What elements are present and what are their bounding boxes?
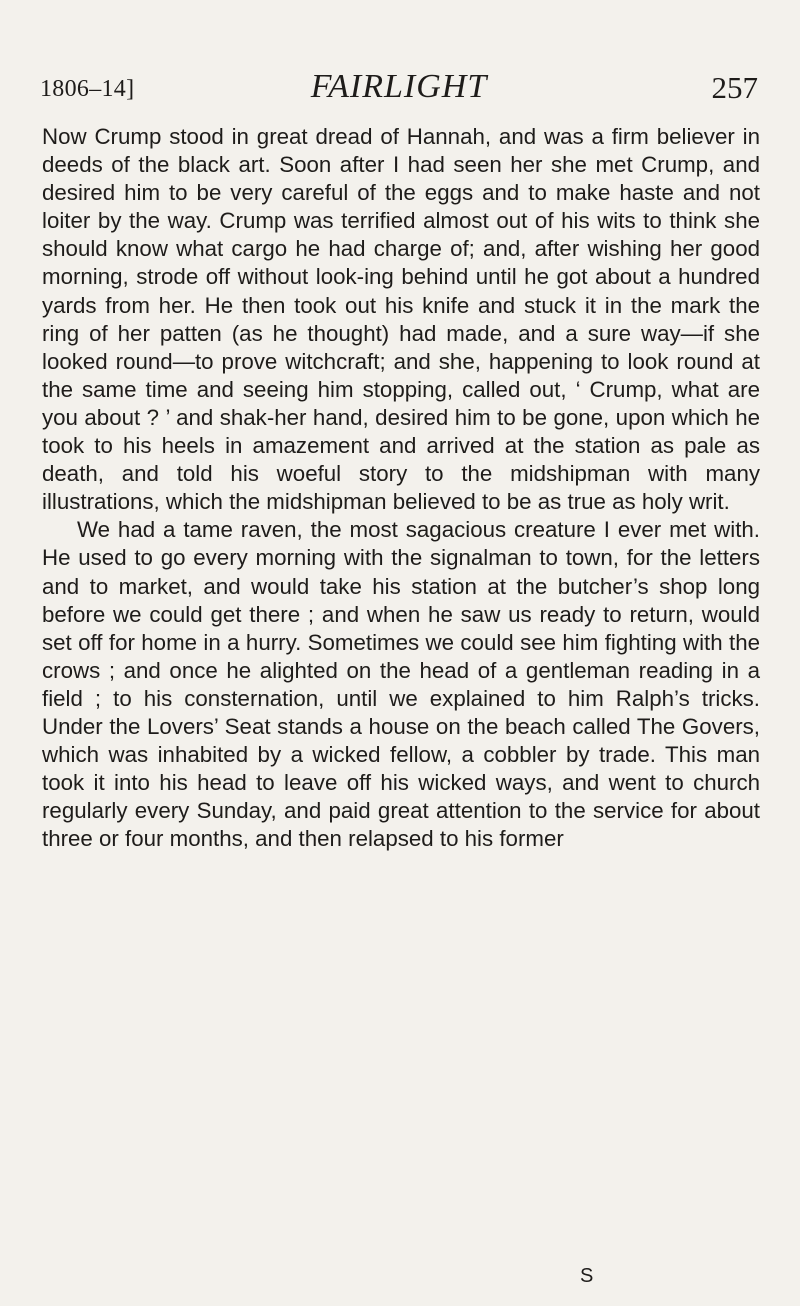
running-head (40, 68, 758, 112)
signature-mark: S (580, 1265, 594, 1287)
paragraph-crump: Now Crump stood in great dread of Hannah, and was a firm believer in deeds of the black art. Soon after I had seen her she met Crump, and desired him to be very careful of the eggs and to make haste and not loiter by the way. Crump was terrified almost out of his wits to think she should know what cargo he had charge of; and, after wishing her good morning, strode off without look-ing behind until he got about a hundred yards from her. He then took out his knife and stuck it in the mark the ring of her patten (as he thought) had made, and a sure way—if she looked round—to prove witchcraft; and she, happening to look round at the same time and seeing him stopping, called out, ‘ Crump, what are you about ? ’ and shak-her hand, desired him to be gone, upon which he took to his heels in amazement and arrived at the station as pale as death, and told his woeful story to the midshipman with many illustrations, which the midshipman believed to be as true as holy writ. (42, 124, 760, 515)
page-body (42, 123, 760, 853)
running-head-title: FAIRLIGHT (310, 68, 488, 105)
running-head-dates: 1806–14] (40, 76, 135, 102)
page-number: 257 (711, 70, 758, 105)
paragraph-raven: We had a tame raven, the most sagacious creature I ever met with. He used to go every morning with the signalman to town, for the letters and to market, and would take his station at the butcher’s shop long before we could get there ; and when he saw us ready to return, would set off for home in a hurry. Sometimes we could see him fighting with the crows ; and once he alighted on the head of a gentleman reading in a field ; to his consternation, until we explained to him Ralph’s tricks. Under the Lovers’ Seat stands a house on the beach called The Govers, which was inhabited by a wicked fellow, a cobbler by trade. This man took it into his head to leave off his wicked ways, and went to church regularly every Sunday, and paid great attention to the service for about three or four months, and then relapsed to his former (42, 517, 760, 852)
